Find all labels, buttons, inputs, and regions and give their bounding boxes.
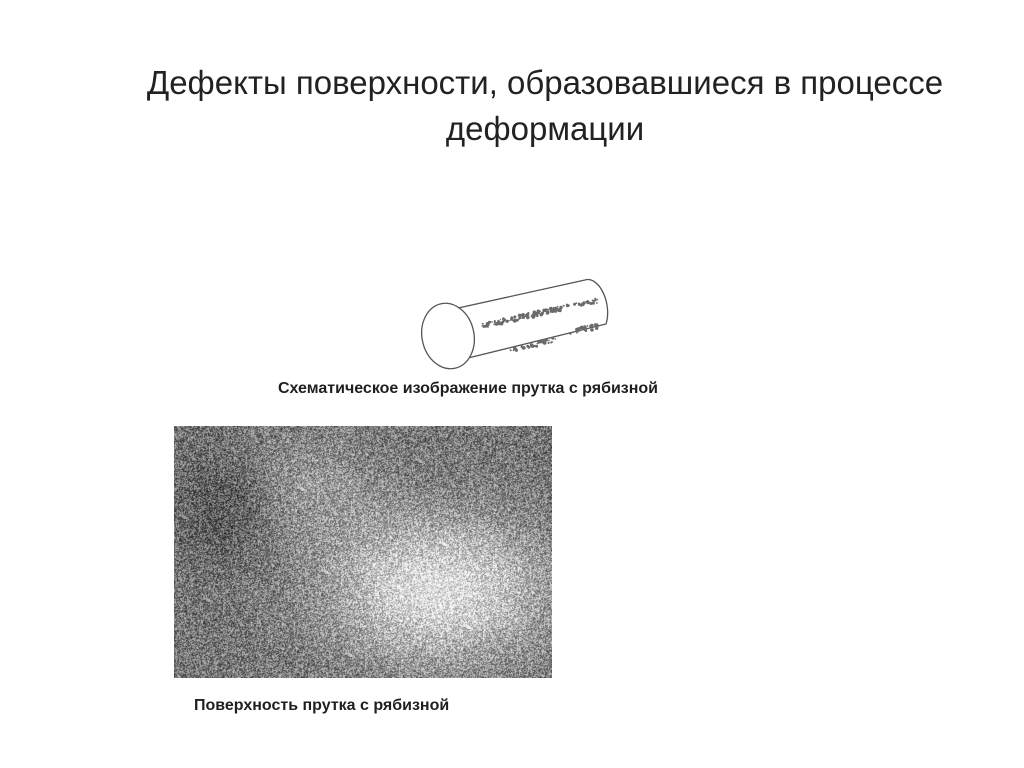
photo-caption: Поверхность прутка с рябизной	[194, 697, 450, 714]
title-line-2: деформации	[445, 110, 645, 147]
slide-title	[60, 60, 1024, 152]
rod-surface-photo	[174, 426, 552, 678]
rod-schematic-illustration	[410, 268, 625, 376]
title-line-1: Дефекты поверхности, образовавшиеся в процессе	[146, 64, 944, 101]
rod-defect-speckles	[481, 298, 598, 352]
schematic-caption: Схематическое изображение прутка с рябизной	[278, 380, 659, 397]
